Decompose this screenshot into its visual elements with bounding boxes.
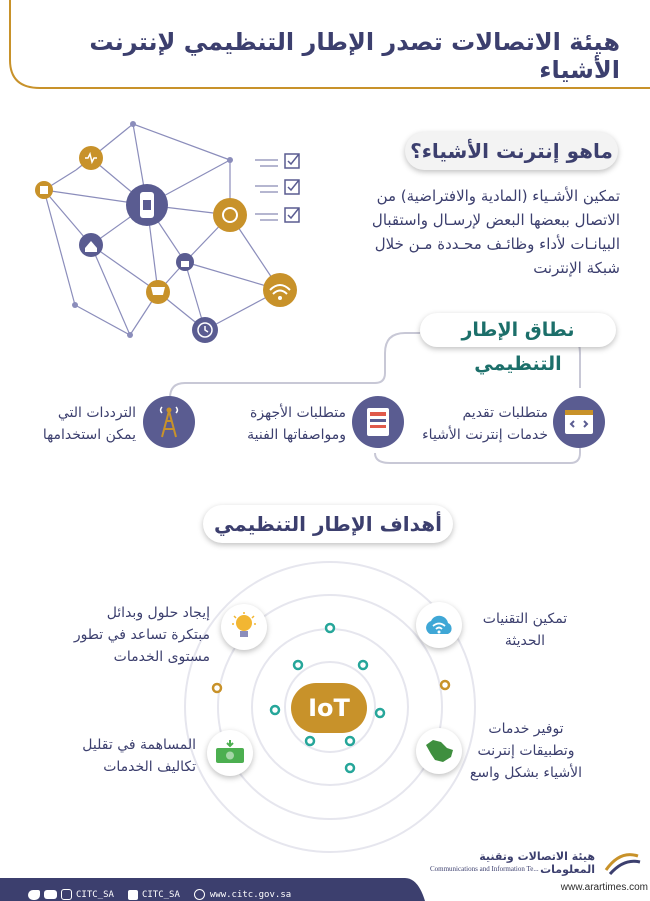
youtube-icon[interactable] [44,890,57,899]
goal-label: توفير خدمات [488,721,564,737]
social-handle[interactable]: CITC_SA [141,889,180,900]
iot-network-illustration [30,120,320,350]
instagram-icon[interactable] [61,889,72,900]
goal-enable-technologies [470,608,580,652]
scope-item-label: ومواصفاتها الفنية [247,427,346,443]
description-line: البيانـات لأداء وظائـف محـددة مـن خلال [374,235,620,253]
goal-label: الحديثة [504,633,546,649]
iot-center-badge: IoT [291,683,367,733]
scope-item-label: خدمات إنترنت الأشياء [422,427,548,443]
device-form-icon [352,396,404,448]
scope-item-label: يمكن استخدامها [42,427,136,443]
social-handle[interactable]: CITC_SA [76,889,114,900]
scope-item-frequencies [20,402,136,446]
twitter-icon[interactable] [28,890,40,900]
org-name-english: Communications and Information Te... [430,865,539,873]
goal-innovative-solutions [50,602,210,668]
scope-item-service-requirements [412,402,548,446]
saudi-map-icon [416,728,462,774]
money-icon [207,730,253,776]
goal-provide-services [468,718,584,784]
goal-label: وتطبيقات إنترنت [477,743,575,759]
lightbulb-icon [221,604,267,650]
goal-label: مبتكرة تساعد في تطور [73,627,210,643]
page-title: هيئة الاتصالات تصدر الإطار التنظيمي لإنترنت الأشياء [89,28,620,84]
description-line: تمكين الأشـياء (المادية والافتراضية) من [376,187,620,205]
goal-label: إيجاد حلول وبدائل [106,605,210,621]
antenna-tower-icon [143,396,195,448]
watermark: www.arartimes.com [560,882,648,893]
scope-item-label: متطلبات تقديم [462,405,548,421]
goal-label: مستوى الخدمات [113,649,210,665]
goal-label: المساهمة في تقليل [82,737,196,753]
scope-heading: نطاق الإطار التنظيمي [420,313,616,347]
goals-heading: أهداف الإطار التنظيمي [203,505,453,543]
description-line: شبكة الإنترنت [533,259,620,277]
cloud-wifi-icon [416,602,462,648]
what-is-iot-heading: ماهو إنترنت الأشياء؟ [405,132,618,170]
scope-item-device-requirements [226,402,346,446]
globe-icon [194,889,205,900]
scope-item-label: متطلبات الأجهزة [249,405,346,421]
org-name-arabic: هيئة الاتصالات وتقنية المعلومات [479,850,595,876]
footer-social-row [28,888,291,901]
browser-code-icon [553,396,605,448]
website-link[interactable]: www.citc.gov.sa [209,889,292,900]
scope-item-label: الترددات التي [57,405,136,421]
goal-reduce-costs [50,734,196,778]
description-line: الاتصال ببعضها البعض لإرسـال واستقبال [371,211,620,229]
goal-label: تمكين التقنيات [482,611,568,627]
goal-label: الأشياء بشكل واسع [469,765,583,781]
goal-label: تكاليف الخدمات [103,759,196,775]
what-is-iot-description [330,184,620,280]
facebook-icon[interactable] [128,890,138,900]
